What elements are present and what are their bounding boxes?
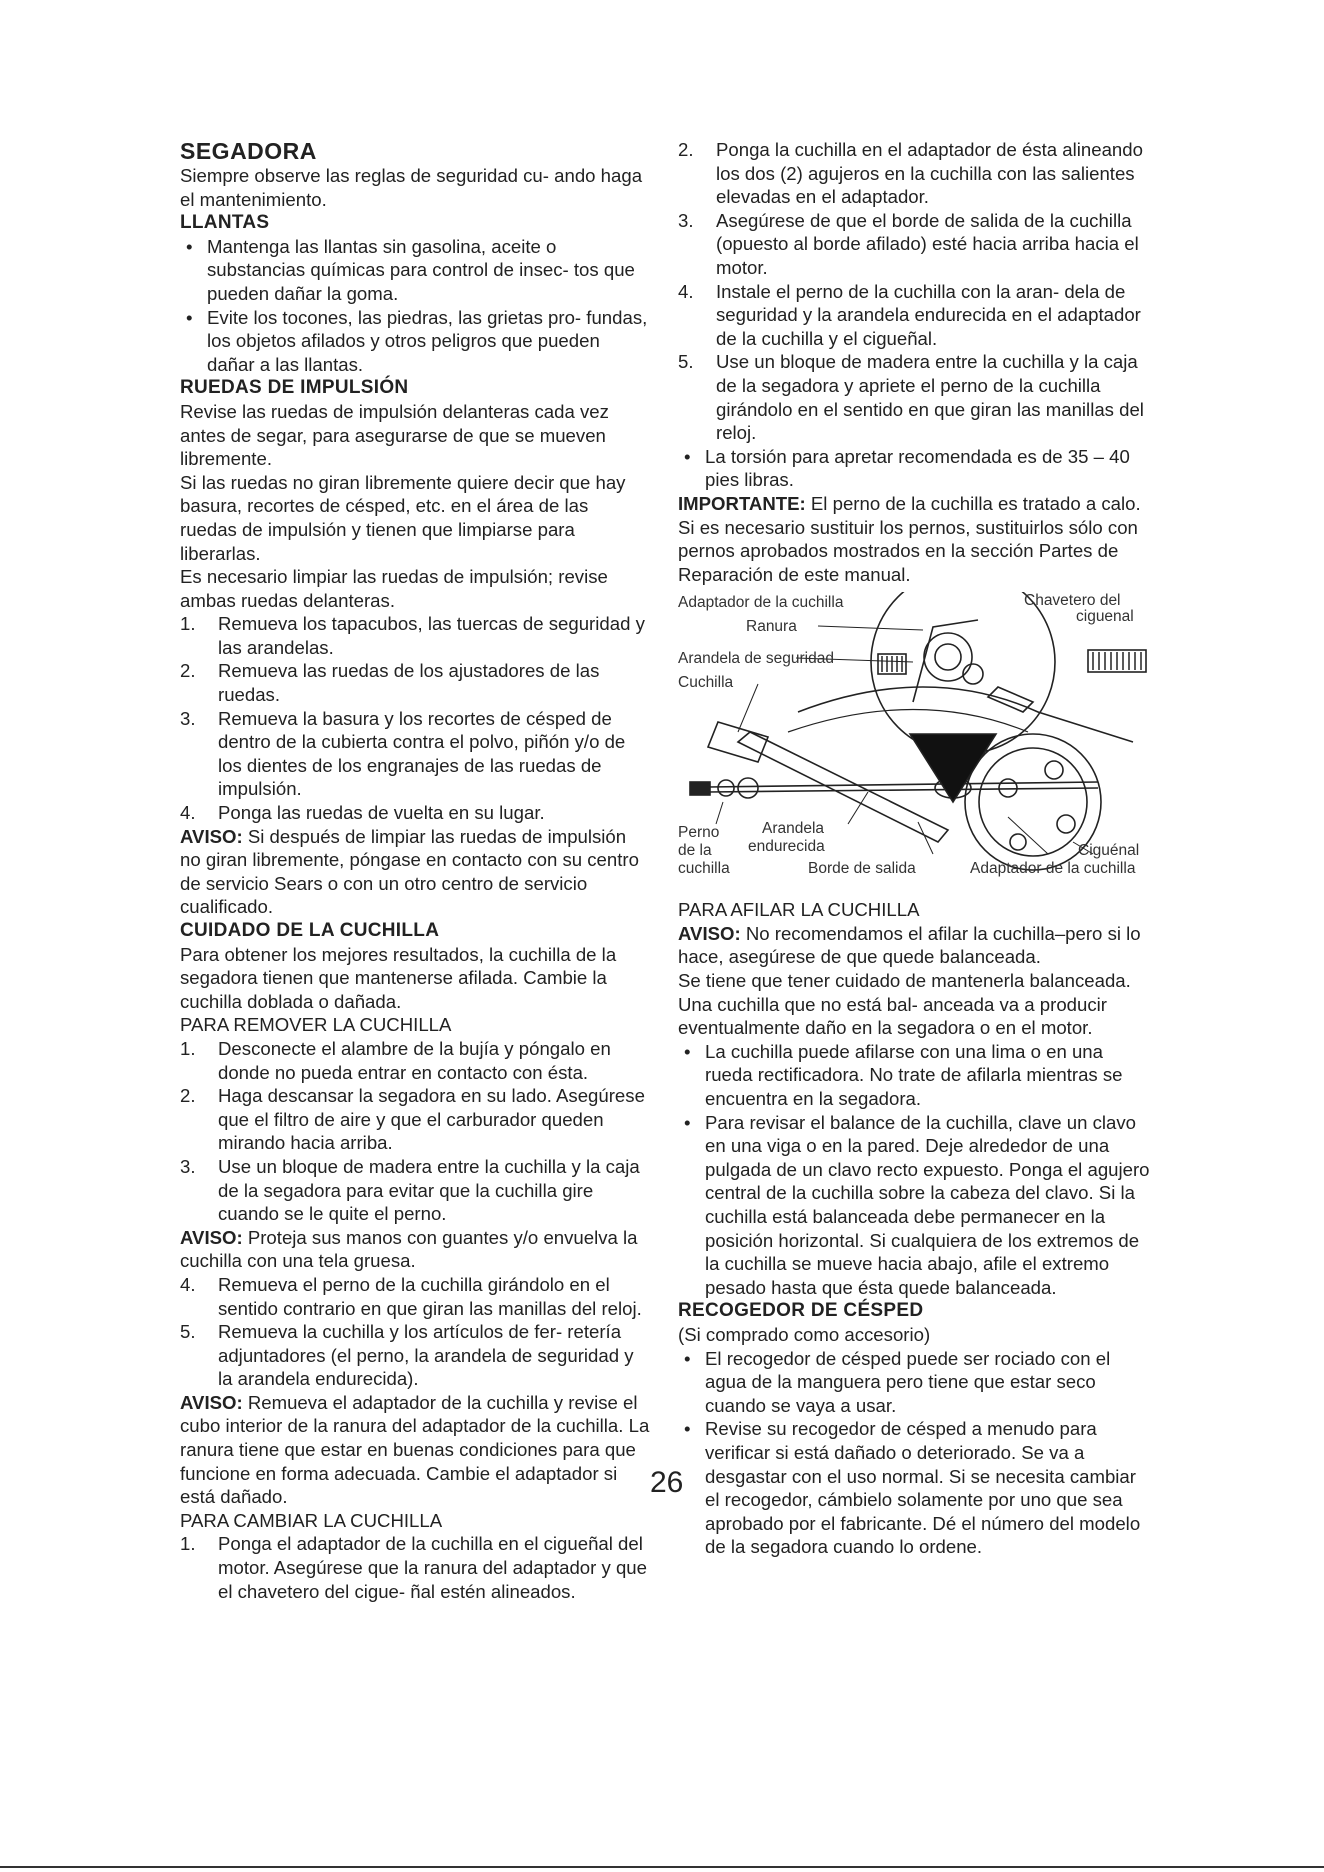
label-perno: Perno bbox=[678, 824, 720, 842]
paragraph: Se tiene que tener cuidado de mantenerla balanceada. Una cuchilla que no está bal- anceada va a producir eventualmente daño en la segadora o en el motor. bbox=[678, 970, 1131, 1039]
list-item: 2. Remueva las ruedas de los ajustadores de las ruedas. bbox=[180, 660, 600, 706]
recogedor-subtitle: (Si comprado como accesorio) bbox=[678, 1323, 931, 1345]
paragraph: Revise las ruedas de impulsión delanteras cada vez antes de segar, para asegurarse de que se mueven libremente. bbox=[180, 400, 609, 470]
list-item: 4. Ponga las ruedas de vuelta en su lugar. bbox=[180, 802, 545, 824]
label-arandela-endurecida: Arandela bbox=[762, 820, 825, 838]
label-perno-2: de la bbox=[678, 842, 712, 860]
page-number: 26 bbox=[650, 1466, 684, 1499]
intro-text: Siempre observe las reglas de seguridad cu- ando haga el mantenimiento. bbox=[180, 165, 643, 210]
ruedas-heading: RUEDAS DE IMPULSIÓN bbox=[180, 377, 409, 399]
list-item: 1. Desconecte el alambre de la bujía y póngalo en donde no pueda entrar en contacto con ésta. bbox=[180, 1037, 611, 1083]
label-perno-3: cuchilla bbox=[678, 860, 730, 878]
list-item: 5. Use un bloque de madera entre la cuchilla y la caja de la segadora y apriete el perno de la cuchilla girándolo en el sentido en que giran las manillas del reloj. bbox=[678, 351, 1144, 444]
list-item: • Para revisar el balance de la cuchilla, clave un clavo en una viga o en la pared. Deje alrededor de una pulgada de un clavo recto expuesto. Ponga el agujero central de la cuchilla sobre la cabeza del clavo. Si la cuchilla está balanceada debe permanecer en la posición horizontal. Si cualquiera de los extremos de la cuchilla se mueve hacia abajo, afile el extremo pesado hasta que ésta quede balanceada. bbox=[684, 1111, 1150, 1298]
list-item: • La torsión para apretar recomendada es de 35 – 40 pies libras. bbox=[684, 445, 1130, 491]
section-title: SEGADORA bbox=[180, 138, 317, 164]
list-item: • El recogedor de césped puede ser rociado con el agua de la manguera pero tiene que estar seco cuando se vaya a usar. bbox=[684, 1347, 1111, 1416]
list-item: 4. Remueva el perno de la cuchilla girándolo en el sentido contrario en que giran las manillas del reloj. bbox=[180, 1273, 642, 1319]
paragraph: Para obtener los mejores resultados, la cuchilla de la segadora tienen que mantenerse afilada. Cambie la cuchilla doblada o dañada. bbox=[180, 943, 617, 1012]
list-item: 2. Ponga la cuchilla en el adaptador de ésta alineando los dos (2) agujeros en la cuchilla con las salientes elevadas en el adaptador. bbox=[678, 139, 1143, 208]
paragraph: Es necesario limpiar las ruedas de impulsión; revise ambas ruedas delanteras. bbox=[180, 566, 608, 611]
paragraph: Si las ruedas no giran libremente quiere decir que hay basura, recortes de césped, etc. en el área de las ruedas de impulsión y tienen que limpiarse para liberarlas. bbox=[180, 471, 626, 564]
list-item: • Evite los tocones, las piedras, las grietas pro- fundas, los objetos afilados y otros peligros que pueden dañar a las llantas. bbox=[186, 306, 648, 375]
label-adaptador-top: Adaptador de la cuchilla bbox=[678, 594, 844, 612]
aviso-note: AVISO: Remueva el adaptador de la cuchilla y revise el cubo interior de la ranura del adaptador de la cuchilla. La ranura tiene que estar en buenas condiciones para que funcione en forma adecuada. Cambie el adaptador si está dañado. bbox=[180, 1391, 650, 1508]
label-ranura: Ranura bbox=[746, 618, 797, 636]
label-arandela-seguridad: Arandela de seguridad bbox=[678, 650, 834, 668]
list-item: 3. Remueva la basura y los recortes de césped de dentro de la cubierta contra el polvo, piñón y/o de los dientes de los engranajes de las ruedas de impulsión. bbox=[180, 707, 626, 800]
list-item: 3. Use un bloque de madera entre la cuchilla y la caja de la segadora para evitar que la cuchilla gire cuando se le quite el perno. bbox=[180, 1155, 640, 1225]
scan-edge-line bbox=[0, 1866, 1324, 1868]
label-ciguenal: Ciguénal bbox=[1078, 842, 1140, 860]
left-column bbox=[180, 138, 650, 1603]
recogedor-heading: RECOGEDOR DE CÉSPED bbox=[678, 1300, 924, 1322]
remover-heading: PARA REMOVER LA CUCHILLA bbox=[180, 1014, 452, 1036]
list-item: 5. Remueva la cuchilla y los artículos de fer- retería adjuntadores (el perno, la arandela de seguridad y la arandela endurecida). bbox=[180, 1321, 634, 1390]
list-item: 3. Asegúrese de que el borde de salida de la cuchilla (opuesto al borde afilado) esté hacia arriba hacia el motor. bbox=[678, 209, 1139, 278]
afilar-heading: PARA AFILAR LA CUCHILLA bbox=[678, 899, 920, 921]
label-borde-salida: Borde de salida bbox=[808, 860, 916, 878]
aviso-note: AVISO: No recomendamos el afilar la cuchilla–pero si lo hace, asegúrese de que quede balanceada. bbox=[678, 922, 1141, 968]
cuidado-heading: CUIDADO DE LA CUCHILLA bbox=[180, 920, 440, 941]
label-adaptador-bottom: Adaptador de la cuchilla bbox=[970, 860, 1136, 878]
list-item: 1. Remueva los tapacubos, las tuercas de seguridad y las arandelas. bbox=[180, 613, 645, 658]
right-column bbox=[678, 138, 1150, 1559]
llantas-heading: LLANTAS bbox=[180, 212, 270, 234]
label-chavetero: Chavetero del bbox=[1024, 592, 1121, 610]
label-chavetero-2: ciguenal bbox=[1076, 608, 1134, 626]
label-cuchilla: Cuchilla bbox=[678, 674, 734, 692]
list-item: 2. Haga descansar la segadora en su lado. Asegúrese que el filtro de aire y que el carburador queden mirando hacia arriba. bbox=[180, 1085, 645, 1154]
list-item: • Mantenga las llantas sin gasolina, aceite o substancias químicas para control de insec- tos que pueden dañar la goma. bbox=[186, 235, 635, 304]
label-arandela-endurecida-2: endurecida bbox=[748, 838, 825, 856]
cambiar-heading: PARA CAMBIAR LA CUCHILLA bbox=[180, 1509, 443, 1531]
list-item: • Revise su recogedor de césped a menudo para verificar si está dañado o deteriorado. Se va a desgastar con el uso normal. Si se necesita cambiar el recogedor, cámbielo solamente por uno que sea aprobado por el fabricante. Dé el número del modelo de la segadora cuando lo ordene. bbox=[684, 1418, 1141, 1558]
list-item: 4. Instale el perno de la cuchilla con la aran- dela de seguridad y la arandela endurecida en el adaptador de la cuchilla y el cigueñal. bbox=[678, 280, 1141, 349]
blade-assembly-figure bbox=[678, 592, 1150, 894]
importante-note: IMPORTANTE: El perno de la cuchilla es tratado a calo. Si es necesario sustituir los pernos, sustituirlos sólo con pernos aprobados mostrados en la sección Partes de Reparación de este manual. bbox=[678, 492, 1141, 585]
aviso-note: AVISO: Si después de limpiar las ruedas de impulsión no giran libremente, póngase en contacto con su centro de servicio Sears o con un otro centro de servicio cualificado. bbox=[180, 825, 639, 918]
list-item: • La cuchilla puede afilarse con una lima o en una rueda rectificadora. No trate de afilarla mientras se encuentra en la segadora. bbox=[684, 1040, 1123, 1110]
list-item: 1. Ponga el adaptador de la cuchilla en el cigueñal del motor. Asegúrese que la ranura del adaptador y que el chavetero del cigue- ñal estén alineados. bbox=[180, 1533, 647, 1602]
aviso-note: AVISO: Proteja sus manos con guantes y/o envuelva la cuchilla con una tela gruesa. bbox=[180, 1226, 638, 1272]
